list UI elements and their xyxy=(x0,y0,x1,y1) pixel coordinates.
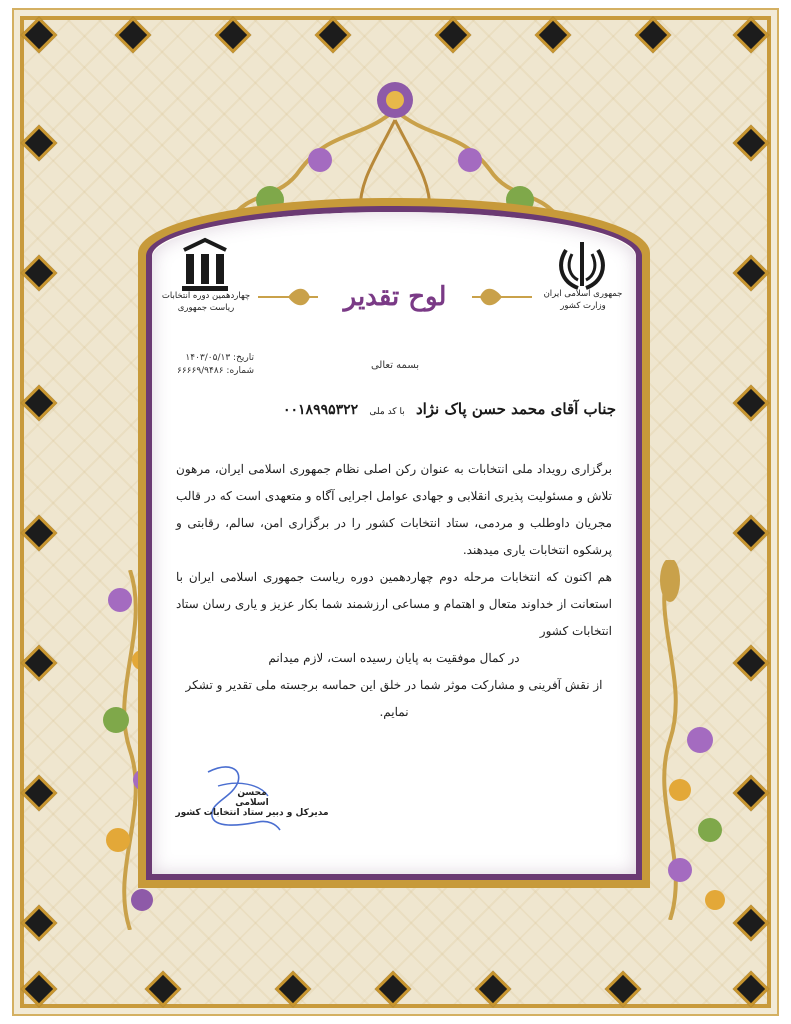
body-paragraph: هم اکنون که انتخابات مرحله دوم چهاردهمین دوره ریاست جمهوری اسلامی ایران با استعانت از خداوند متعال و اهتمام و مساعی ارزشمند شما بکار عزیز و یاری رسان ستاد انتخابات کشور xyxy=(176,570,612,638)
signatory-name: محسن اسلامی xyxy=(235,788,269,808)
election-caption: چهاردهمین دوره انتخابات ریاست جمهوری xyxy=(161,291,251,313)
national-id-label: با کد ملی xyxy=(369,407,405,417)
body-paragraph: از نقش آفرینی و مشارکت موثر شما در خلق این حماسه برجسته ملی تقدیر و تشکر نمایم. xyxy=(185,678,603,719)
recipient-line xyxy=(172,400,616,418)
election-logo-icon xyxy=(176,236,234,294)
date-label: تاریخ: xyxy=(233,353,254,363)
body-paragraph: در کمال موفقیت به پایان رسیده است، لازم میدانم xyxy=(268,651,520,665)
signatory-title: مدیرکل و دبیر ستاد انتخابات کشور xyxy=(175,808,329,818)
number-label: شماره: xyxy=(226,366,254,376)
floral-ornament-right xyxy=(640,560,750,920)
recipient-name: جناب آقای محمد حسن پاک نژاد xyxy=(415,400,616,418)
ministry-caption: جمهوری اسلامی ایران وزارت کشور xyxy=(543,289,623,311)
document-meta xyxy=(164,352,254,378)
bismillah: بسمه تعالی xyxy=(370,360,420,371)
certificate-title: لوح تقدیر xyxy=(343,282,447,312)
certificate-body xyxy=(176,456,612,726)
date-value: ۱۴۰۳/۰۵/۱۳ xyxy=(185,353,231,363)
national-id: ۰۰۱۸۹۹۵۳۲۲ xyxy=(282,402,359,418)
iran-emblem-icon xyxy=(552,236,612,296)
body-paragraph: برگزاری رویداد ملی انتخابات به عنوان رکن اصلی نظام جمهوری اسلامی ایران، مرهون تلاش و مسئولیت پذیری انقلابی و جهادی عوامل اجرایی آگاه و متعهدی است که در قالب مجریان داوطلب و مردمی، ستاد انتخابات کشور را در برگزاری امن، سالم، رقابتی و پرشکوه انتخابات یاری میدهند. xyxy=(176,462,612,557)
number-value: ۶۶۶۶۹/۹۴۸۶ xyxy=(176,366,224,376)
